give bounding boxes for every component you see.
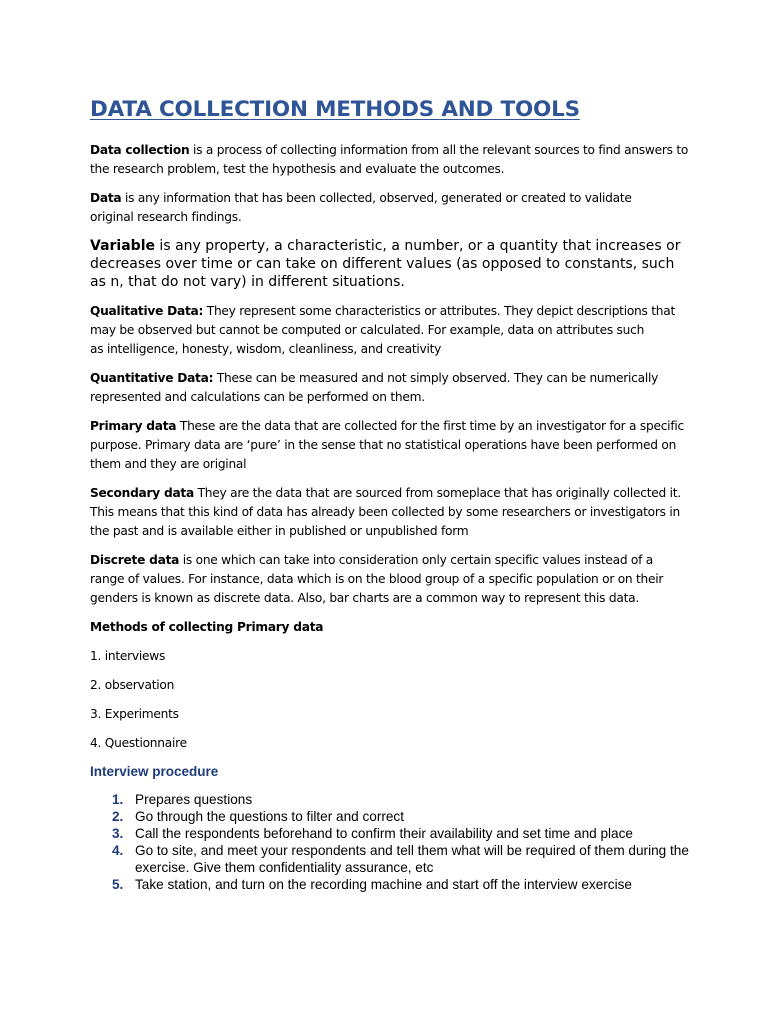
definition-qualitative-line2: as intelligence, honesty, wisdom, cleanliness, and creativity [90,342,442,356]
paragraph-variable [90,237,690,291]
step-text: Go through the questions to filter and correct [135,809,405,824]
definition-secondary: They are the data that are sourced from someplace that has originally collected it. This means that this kind of data has already been collected by some researchers or investigators in the past and is available either in published or unpublished form [90,486,681,538]
term-data-collection: Data collection [90,143,190,157]
list-item [90,825,690,842]
paragraph-qualitative [90,302,690,359]
list-item: 4. Questionnaire [90,736,187,750]
definition-variable: is any property, a characteristic, a number, or a quantity that increases or decreases over time or can take on different values (as opposed to constants, such as n, that do not vary) in different situations. [90,238,681,290]
step-number: 5. [112,877,124,892]
list-item [90,842,690,876]
definition-data-collection: is a process of collecting information from all the relevant sources to find answers to the research problem, test the hypothesis and evaluate the outcomes. [90,143,689,176]
document-body [90,96,690,893]
term-variable: Variable [90,238,155,254]
paragraph-data-collection [90,141,690,179]
step-number: 2. [112,809,124,824]
term-quantitative: Quantitative Data: [90,371,214,385]
list-item [90,808,690,825]
definition-quantitative: These can be measured and not simply observed. They can be numerically represented and calculations can be performed on them. [90,371,659,404]
step-text: Prepares questions [135,792,253,807]
paragraph-primary [90,417,690,474]
step-number: 3. [112,826,124,841]
methods-heading [90,618,690,637]
paragraph-quantitative [90,369,690,407]
step-text: Call the respondents beforehand to confirm their availability and set time and place [135,826,633,841]
interview-procedure-heading: Interview procedure [90,764,219,779]
methods-heading-text: Methods of collecting Primary data [90,620,324,634]
definition-qualitative-line1: They represent some characteristics or attributes. They depict descriptions that may be observed but cannot be computed or calculated. For example, data on attributes such [90,304,675,337]
paragraph-secondary [90,484,690,541]
definition-data-line1: is any information that has been collected, observed, generated or created to validate [121,191,632,205]
term-discrete: Discrete data [90,553,180,567]
interview-steps-list [90,791,690,893]
term-secondary: Secondary data [90,486,194,500]
list-item [90,791,690,808]
list-item: 2. observation [90,678,175,692]
paragraph-data [90,189,690,227]
term-primary: Primary data [90,419,177,433]
list-item: 3. Experiments [90,707,179,721]
term-data: Data [90,191,122,205]
list-item: 1. interviews [90,649,166,663]
step-number: 4. [112,843,124,858]
list-item [90,876,690,893]
definition-data-line2: original research findings. [90,210,242,224]
paragraph-discrete [90,551,690,608]
definition-primary: These are the data that are collected for the first time by an investigator for a specific purpose. Primary data are ‘pure’ in the sense that no statistical operations have been performed on them and they are original [90,419,684,471]
step-number: 1. [112,792,124,807]
step-text: Take station, and turn on the recording machine and start off the interview exercise [135,877,632,892]
definition-discrete: is one which can take into consideration only certain specific values instead of a range of values. For instance, data which is on the blood group of a specific population or on their genders is known as discrete data. Also, bar charts are a common way to represent this data. [90,553,664,605]
step-text: Go to site, and meet your respondents and tell them what will be required of them during the exercise. Give them confidentiality assurance, etc [135,843,689,875]
methods-list [90,647,690,753]
page-title: DATA COLLECTION METHODS AND TOOLS [90,97,580,122]
term-qualitative: Qualitative Data: [90,304,204,318]
